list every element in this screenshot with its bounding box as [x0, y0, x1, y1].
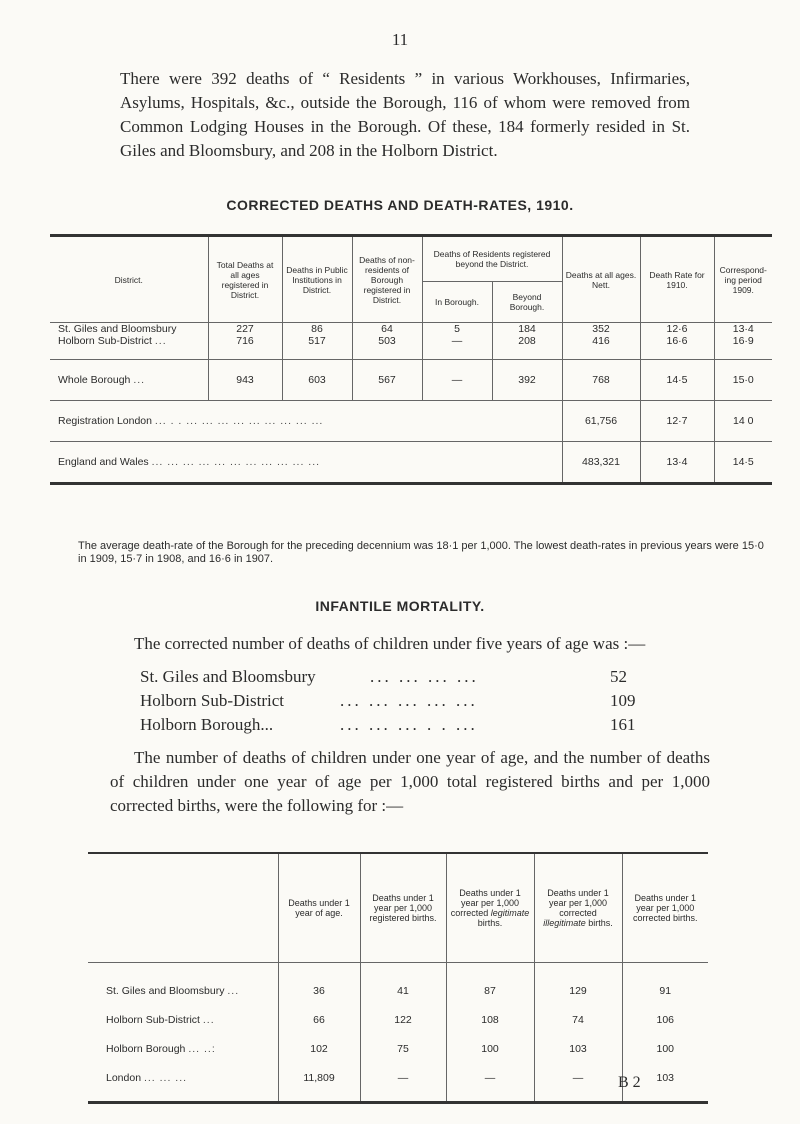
rate-legitimate: 100: [446, 1034, 534, 1063]
list-item-value: 109: [610, 691, 636, 710]
death-rate: 14·5: [640, 360, 714, 401]
total-deaths: 716: [208, 335, 282, 360]
header-text: Deaths under 1 year per 1,000 corrected: [450, 888, 521, 918]
beyond-borough-deaths: 208: [492, 335, 562, 360]
rate-legitimate: 108: [446, 1005, 534, 1034]
public-deaths: 603: [282, 360, 352, 401]
district-name: Holborn Sub-District: [58, 335, 152, 347]
deaths-under-1: 66: [278, 1005, 360, 1034]
infant-mortality-table: [88, 852, 708, 1104]
header-deaths-under-1: Deaths under 1 year of age.: [278, 853, 360, 963]
header-text: births.: [588, 918, 613, 928]
death-rate: 12·6: [640, 323, 714, 336]
rate-registered: 75: [360, 1034, 446, 1063]
deaths-under-1: 102: [278, 1034, 360, 1063]
header-text: Deaths under 1 year per 1,000 corrected: [547, 888, 609, 918]
header-non-residents: Deaths of non-residents of Borough registered in District.: [352, 236, 422, 323]
header-text-italic: legitimate: [490, 908, 530, 918]
table-row-whole-borough: [50, 360, 772, 401]
leader-dots: ...: [202, 1013, 215, 1026]
district-name: Registration London: [58, 415, 152, 427]
death-rate: 13·4: [640, 442, 714, 484]
leader-dots: ... . . ... ... ... ... ... ... ... ... ...: [154, 415, 324, 427]
district-name: London: [106, 1071, 142, 1084]
nett-deaths: 352: [562, 323, 640, 336]
header-in-borough: In Borough.: [422, 282, 492, 323]
rate-illegitimate: 129: [534, 963, 622, 1006]
district-name: Holborn Sub-District: [106, 1013, 200, 1026]
nett-deaths: 416: [562, 335, 640, 360]
rate-corrected: 103: [622, 1063, 708, 1103]
beyond-borough-deaths: 184: [492, 323, 562, 336]
table-row-england-wales: [50, 442, 772, 484]
infantile-intro: The corrected number of deaths of children under five years of age was :—: [134, 634, 646, 653]
total-deaths: 943: [208, 360, 282, 401]
page-number: 11: [391, 30, 409, 49]
rate-illegitimate: 103: [534, 1034, 622, 1063]
header-residents-beyond: Deaths of Residents registered beyond the District.: [422, 236, 562, 282]
public-deaths: 517: [282, 335, 352, 360]
deaths-under-1: 36: [278, 963, 360, 1006]
district-name: England and Wales: [58, 456, 149, 468]
in-borough-deaths: —: [422, 335, 492, 360]
rate-corrected: 100: [622, 1034, 708, 1063]
header-district-blank: [88, 853, 278, 963]
leader-dots: ... ..:: [188, 1042, 216, 1055]
rate-legitimate: 87: [446, 963, 534, 1006]
public-deaths: 86: [282, 323, 352, 336]
header-per-corrected-births: Deaths under 1 year per 1,000 corrected births.: [622, 853, 708, 963]
intro-paragraph: There were 392 deaths of “ Residents ” in various Workhouses, Infirmaries, Asylums, Hospitals, &c., outside the Borough, 116 of whom were removed from Common Lodging Houses in the Borough. Of these, 184 formerly resided in St. Giles and Bloomsbury, and 208 in the Holborn District.: [120, 69, 690, 160]
header-beyond-borough: Beyond Borough.: [492, 282, 562, 323]
district-name: Holborn Borough: [106, 1042, 186, 1055]
header-per-legitimate-births: [446, 853, 534, 963]
table-row: [88, 1005, 708, 1034]
leader-dots: ... ... ... ...: [370, 667, 479, 686]
leader-dots: ...: [154, 335, 167, 347]
table-row: [88, 963, 708, 1006]
total-deaths: 227: [208, 323, 282, 336]
district-name: St. Giles and Bloomsbury: [58, 323, 177, 335]
period-rate: 16·9: [714, 335, 772, 360]
leader-dots: ... ... ... ... ...: [340, 691, 478, 710]
infantile-para: The number of deaths of children under one year of age, and the number of deaths of children under one year of age per 1,000 total registered births and per 1,000 corrected births, were the following for :—: [110, 748, 710, 815]
nonres-deaths: 503: [352, 335, 422, 360]
list-item-label: Holborn Sub-District: [140, 691, 285, 710]
list-item-value: 161: [610, 715, 636, 734]
nett-deaths: 483,321: [562, 442, 640, 484]
death-rate: 16·6: [640, 335, 714, 360]
header-total-deaths: Total Deaths at all ages registered in District.: [208, 236, 282, 323]
period-rate: 15·0: [714, 360, 772, 401]
leader-dots: ... ... ... ... ... ... ... ... ... ... ...: [151, 456, 321, 468]
header-text-italic: illegitimate: [543, 918, 586, 928]
period-rate: 14 0: [714, 401, 772, 442]
rate-registered: 41: [360, 963, 446, 1006]
nonres-deaths: 64: [352, 323, 422, 336]
rate-corrected: 91: [622, 963, 708, 1006]
rate-illegitimate: 74: [534, 1005, 622, 1034]
header-public-institutions: Deaths in Public Institutions in District.: [282, 236, 352, 323]
table1-title: CORRECTED DEATHS AND DEATH-RATES, 1910.: [226, 197, 574, 213]
list-item-label: Holborn Borough...: [140, 715, 274, 734]
header-text: births.: [477, 918, 503, 928]
in-borough-deaths: 5: [422, 323, 492, 336]
rate-illegitimate: —: [534, 1063, 622, 1103]
district-name: Whole Borough: [58, 374, 131, 386]
nett-deaths: 768: [562, 360, 640, 401]
header-death-rate: Death Rate for 1910.: [640, 236, 714, 323]
table-row-registration-london: [50, 401, 772, 442]
header-deaths-nett: Deaths at all ages. Nett.: [562, 236, 640, 323]
page-signature: B 2: [618, 1074, 641, 1091]
leader-dots: ... ... ...: [143, 1071, 188, 1084]
period-rate: 14·5: [714, 442, 772, 484]
rate-legitimate: —: [446, 1063, 534, 1103]
nett-deaths: 61,756: [562, 401, 640, 442]
table-row: [50, 335, 772, 360]
infantile-mortality-title: INFANTILE MORTALITY.: [315, 598, 485, 614]
list-item-value: 52: [610, 667, 627, 686]
period-rate: 13·4: [714, 323, 772, 336]
district-name: St. Giles and Bloomsbury: [106, 984, 225, 997]
header-corresponding-period: Correspond-ing period 1909.: [714, 236, 772, 323]
list-item-label: St. Giles and Bloomsbury: [140, 667, 316, 686]
rate-registered: 122: [360, 1005, 446, 1034]
nonres-deaths: 567: [352, 360, 422, 401]
header-per-registered-births: Deaths under 1 year per 1,000 registered births.: [360, 853, 446, 963]
deaths-under-1: 11,809: [278, 1063, 360, 1103]
rate-registered: —: [360, 1063, 446, 1103]
header-district: District.: [50, 236, 208, 323]
death-rates-table: [50, 234, 772, 485]
in-borough-deaths: —: [422, 360, 492, 401]
header-per-illegitimate-births: [534, 853, 622, 963]
table-row: [50, 323, 772, 336]
leader-dots: ... ... ... . . ...: [340, 715, 478, 734]
rate-corrected: 106: [622, 1005, 708, 1034]
leader-dots: ...: [227, 984, 240, 997]
leader-dots: ...: [133, 374, 146, 386]
death-rate: 12·7: [640, 401, 714, 442]
beyond-borough-deaths: 392: [492, 360, 562, 401]
average-death-rate-note: The average death-rate of the Borough for the preceding decennium was 18·1 per 1,000. The lowest death-rates in previous years were 15·0 in 1909, 15·7 in 1908, and 16·6 in 1907.: [78, 540, 764, 565]
table-row: [88, 1063, 708, 1103]
table-row: [88, 1034, 708, 1063]
